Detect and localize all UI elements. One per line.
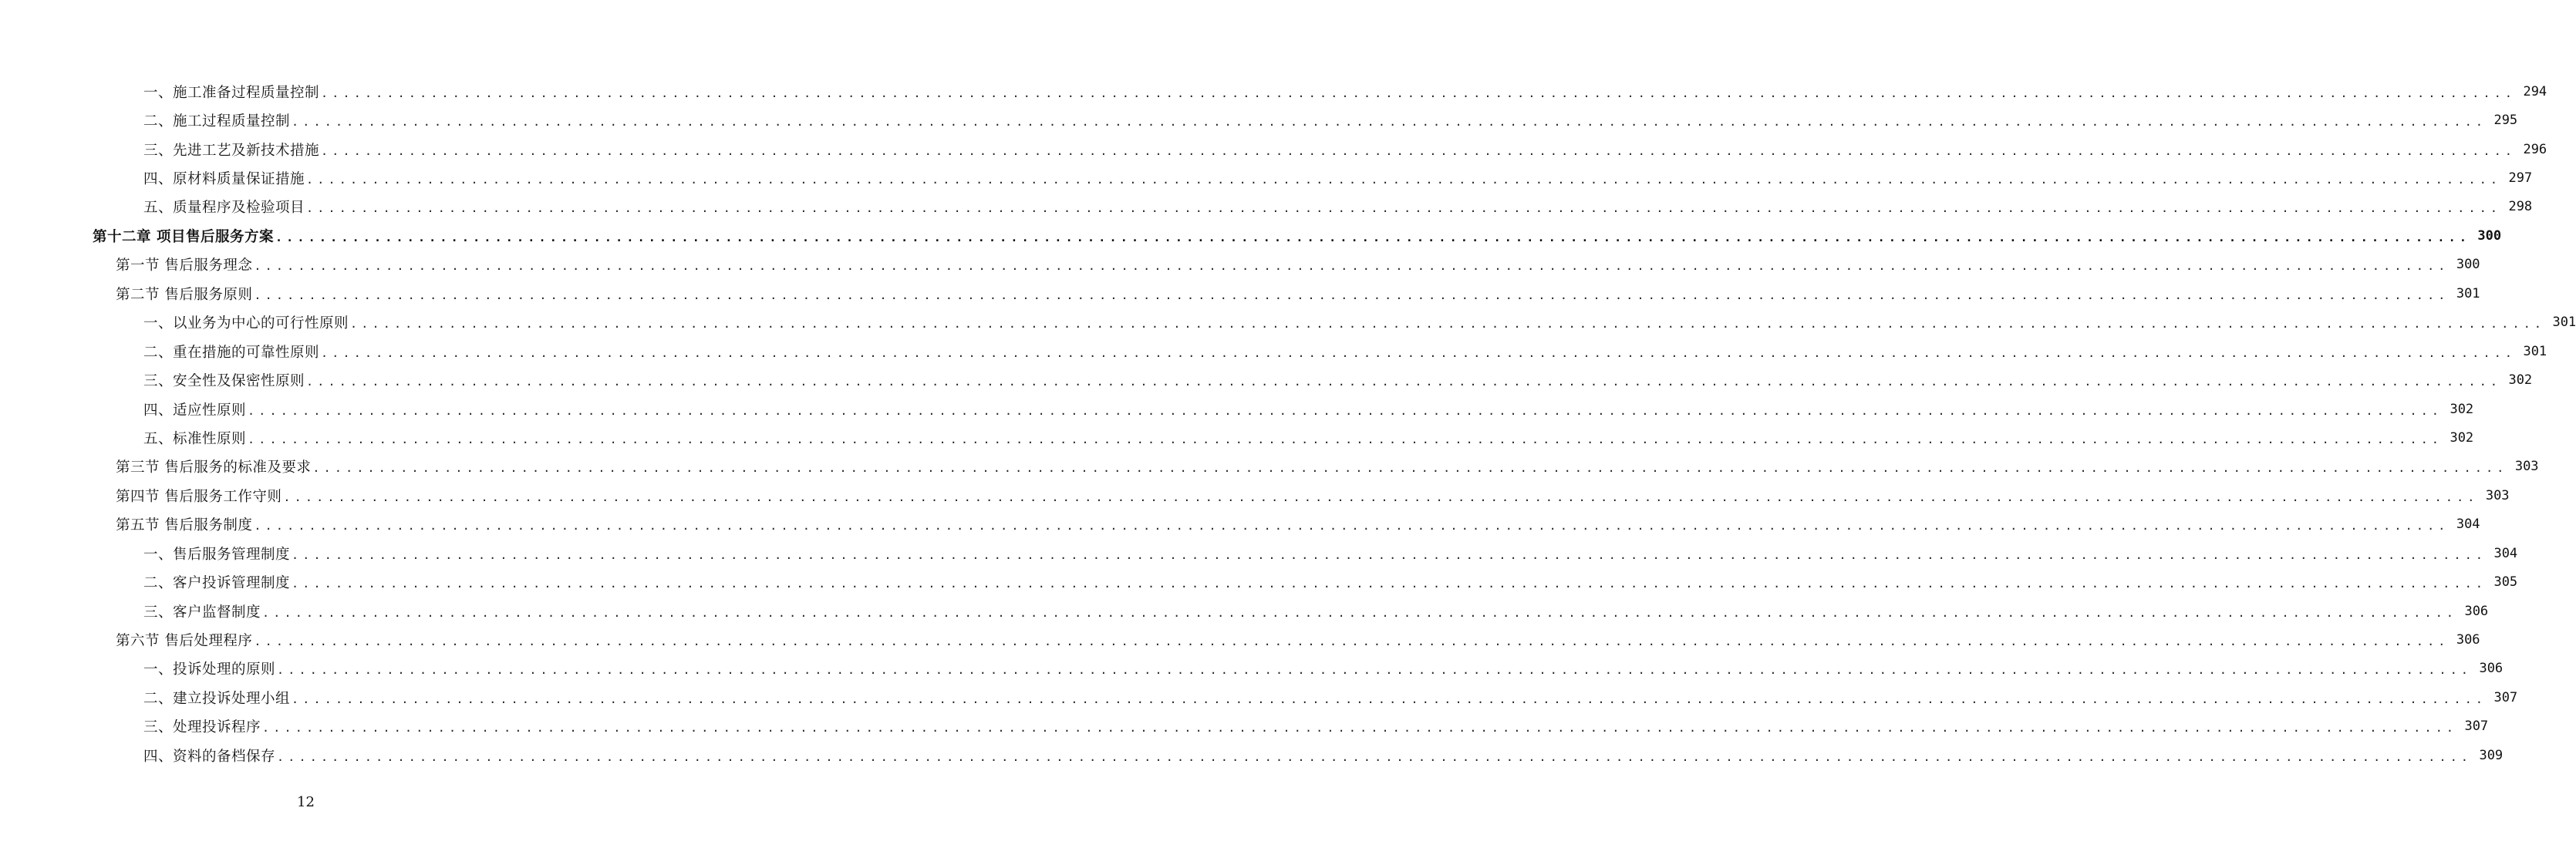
dot-leader: ........................................................................................................................................................................................................ xyxy=(350,317,2546,332)
toc-entry-item[interactable] xyxy=(143,539,2518,567)
toc-entry-page-number: 300 xyxy=(2477,227,2502,244)
toc-entry-page-number: 297 xyxy=(2508,170,2533,187)
toc-entry-page-number: 295 xyxy=(2493,113,2518,129)
toc-entry-label: 第五节 售后服务制度 xyxy=(116,517,253,534)
toc-entry-label: 三、安全性及保密性原则 xyxy=(143,373,305,390)
toc-entry-label: 第六节 售后处理程序 xyxy=(116,633,253,650)
toc-entry-section[interactable] xyxy=(116,251,2480,279)
toc-entry-page-number: 302 xyxy=(2450,429,2474,446)
dot-leader: ........................................................................................................................................................................................................ xyxy=(283,490,2479,504)
toc-entry-label: 第二节 售后服务原则 xyxy=(116,286,253,303)
toc-entry-label: 二、建立投诉处理小组 xyxy=(143,690,291,707)
toc-entry-page-number: 303 xyxy=(2514,459,2539,475)
toc-entry-label: 第一节 售后服务理念 xyxy=(116,257,253,274)
toc-entry-page-number: 298 xyxy=(2508,199,2533,215)
toc-entry-label: 五、质量程序及检验项目 xyxy=(143,200,305,217)
toc-entry-label: 一、售后服务管理制度 xyxy=(143,546,291,563)
toc-entry-section[interactable] xyxy=(116,510,2480,539)
toc-entry-page-number: 301 xyxy=(2552,315,2576,331)
toc-entry-label: 一、投诉处理的原则 xyxy=(143,661,276,678)
toc-entry-page-number: 294 xyxy=(2523,83,2547,99)
dot-leader: ........................................................................................................................................................................................................ xyxy=(248,432,2443,446)
dot-leader: ........................................................................................................................................................................................................ xyxy=(292,577,2487,591)
toc-entry-page-number: 302 xyxy=(2450,401,2474,417)
dot-leader: ........................................................................................................................................................................................................ xyxy=(306,173,2502,187)
toc-entry-page-number: 307 xyxy=(2464,719,2489,735)
toc-entry-page-number: 306 xyxy=(2456,632,2480,648)
dot-leader: ........................................................................................................................................................................................................ xyxy=(277,749,2473,764)
toc-entry-label: 四、资料的备档保存 xyxy=(143,748,276,765)
toc-entry-item[interactable] xyxy=(143,193,2533,221)
toc-entry-page-number: 306 xyxy=(2479,661,2504,677)
toc-entry-item[interactable] xyxy=(143,423,2474,452)
dot-leader: ........................................................................................................................................................................................................ xyxy=(292,115,2487,130)
toc-entry-page-number: 296 xyxy=(2523,141,2547,157)
toc-entry-label: 第四节 售后服务工作守则 xyxy=(116,488,282,505)
toc-entry-label: 三、客户监督制度 xyxy=(143,604,261,621)
dot-leader: ........................................................................................................................................................................................................ xyxy=(292,692,2487,706)
toc-entry-page-number: 304 xyxy=(2456,517,2480,533)
toc-entry-page-number: 307 xyxy=(2493,689,2518,705)
dot-leader: ........................................................................................................................................................................................................ xyxy=(321,143,2517,158)
dot-leader: ........................................................................................................................................................................................................ xyxy=(254,288,2450,302)
toc-entry-page-number: 309 xyxy=(2479,747,2504,763)
toc-entry-label: 二、施工过程质量控制 xyxy=(143,113,291,130)
page-number: 12 xyxy=(297,794,315,810)
toc-entry-label: 二、客户投诉管理制度 xyxy=(143,575,291,592)
dot-leader: ........................................................................................................................................................................................................ xyxy=(292,547,2487,562)
toc-entry-page-number: 301 xyxy=(2456,285,2480,301)
toc-entry-item[interactable] xyxy=(143,597,2489,625)
toc-entry-section[interactable] xyxy=(116,481,2510,510)
toc-entry-item[interactable] xyxy=(143,683,2518,712)
dot-leader: ........................................................................................................................................................................................................ xyxy=(275,230,2471,244)
dot-leader: ........................................................................................................................................................................................................ xyxy=(306,375,2502,389)
dot-leader: ........................................................................................................................................................................................................ xyxy=(248,403,2443,418)
toc-entry-label: 一、以业务为中心的可行性原则 xyxy=(143,315,349,332)
dot-leader: ........................................................................................................................................................................................................ xyxy=(277,663,2473,678)
toc-entry-item[interactable] xyxy=(143,106,2518,134)
toc-entry-label: 二、重在措施的可靠性原则 xyxy=(143,344,320,361)
toc-entry-label: 三、先进工艺及新技术措施 xyxy=(143,142,320,159)
toc-entry-chapter[interactable] xyxy=(93,221,2502,250)
toc-entry-page-number: 302 xyxy=(2508,372,2533,389)
dot-leader: ........................................................................................................................................................................................................ xyxy=(321,345,2517,360)
dot-leader: ........................................................................................................................................................................................................ xyxy=(312,461,2508,476)
dot-leader: ........................................................................................................................................................................................................ xyxy=(254,259,2450,274)
toc-entry-label: 四、适应性原则 xyxy=(143,402,247,419)
dot-leader: ........................................................................................................................................................................................................ xyxy=(262,721,2458,735)
dot-leader: ........................................................................................................................................................................................................ xyxy=(262,605,2458,620)
toc-entry-label: 四、原材料质量保证措施 xyxy=(143,171,305,188)
toc-entry-item[interactable] xyxy=(143,567,2518,596)
toc-entry-item[interactable] xyxy=(143,77,2547,106)
dot-leader: ........................................................................................................................................................................................................ xyxy=(254,519,2450,533)
toc-entry-item[interactable] xyxy=(143,741,2504,769)
dot-leader: ........................................................................................................................................................................................................ xyxy=(306,201,2502,216)
dot-leader: ........................................................................................................................................................................................................ xyxy=(321,86,2517,100)
toc-entry-item[interactable] xyxy=(143,365,2533,394)
toc-entry-page-number: 303 xyxy=(2485,487,2510,503)
toc-entry-item[interactable] xyxy=(143,395,2474,423)
toc-entry-item[interactable] xyxy=(143,163,2533,192)
dot-leader: ........................................................................................................................................................................................................ xyxy=(254,634,2450,649)
table-of-contents xyxy=(0,77,2576,770)
toc-entry-item[interactable] xyxy=(143,712,2489,741)
toc-entry-section[interactable] xyxy=(116,625,2480,654)
toc-entry-page-number: 300 xyxy=(2456,257,2480,273)
toc-entry-label: 第十二章 项目售后服务方案 xyxy=(93,228,274,245)
toc-entry-page-number: 306 xyxy=(2464,603,2489,619)
toc-entry-page-number: 304 xyxy=(2493,545,2518,561)
toc-entry-page-number: 305 xyxy=(2493,574,2518,591)
toc-entry-section[interactable] xyxy=(116,453,2539,481)
toc-entry-item[interactable] xyxy=(143,308,2576,337)
toc-entry-label: 一、施工准备过程质量控制 xyxy=(143,84,320,101)
toc-entry-label: 第三节 售后服务的标准及要求 xyxy=(116,459,312,476)
toc-entry-item[interactable] xyxy=(143,135,2547,163)
toc-entry-label: 五、标准性原则 xyxy=(143,430,247,447)
toc-entry-page-number: 301 xyxy=(2523,343,2547,359)
toc-entry-label: 三、处理投诉程序 xyxy=(143,719,261,736)
toc-entry-item[interactable] xyxy=(143,337,2547,365)
toc-entry-item[interactable] xyxy=(143,655,2504,683)
toc-entry-section[interactable] xyxy=(116,279,2480,308)
